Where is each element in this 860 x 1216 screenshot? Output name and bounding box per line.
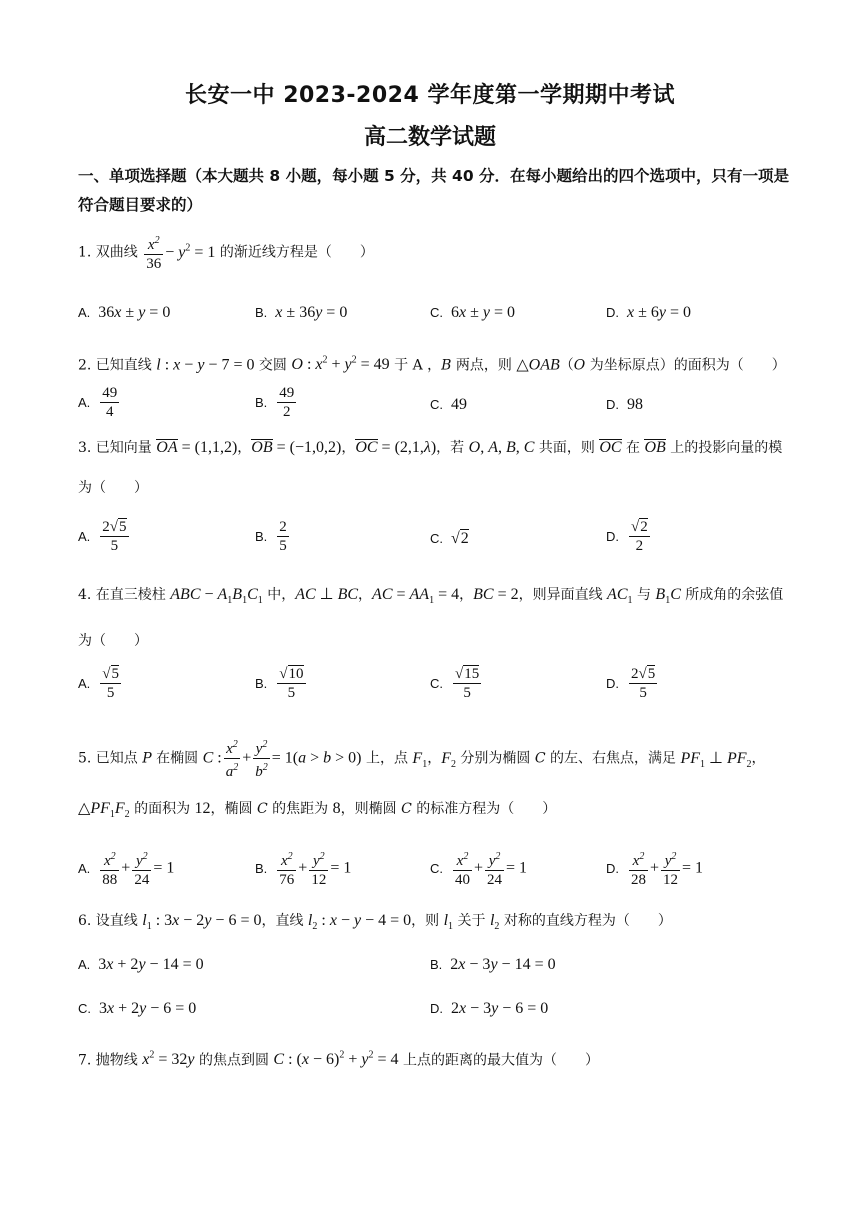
- question-4-option-c[interactable]: C. $\frac{√15}{5}$: [430, 666, 480, 701]
- question-1-option-c[interactable]: C. 6x ± y = 0: [430, 304, 516, 321]
- question-2-stem: 2. 已知直线 l : x − y − 7 = 0 交圆 O : $x^2 + y^2 = 49$ 于 A ，B 两点，则 △OAB（O 为坐标原点）的面积为（ ）: [78, 355, 786, 374]
- section-heading: 一、单项选择题（本大题共 8 小题，每小题 5 分，共 40 分．在每小题给出的四个选项中，只有一项是符合题目要求的）: [78, 167, 790, 214]
- exam-subtitle: 高二数学试题: [363, 125, 496, 150]
- question-5-option-a[interactable]: A. $\frac{x^2}{88}$ + $\frac{y^2}{24}$ = 1: [78, 848, 174, 889]
- question-3-option-d[interactable]: D. $\frac{√2}{2}$: [606, 519, 648, 554]
- question-1-option-d[interactable]: D. x ± 6y = 0: [606, 304, 692, 321]
- question-1-option-b[interactable]: B. x ± 36y = 0: [255, 304, 348, 321]
- question-1-stem: 1. 双曲线 $\frac{x^2}{36}$ − $y^2 = 1$ 的渐近线方程是（ ）: [78, 232, 788, 273]
- question-4-option-a[interactable]: A. $\frac{√5}{5}$: [78, 666, 120, 701]
- question-2-option-d[interactable]: D. 98: [606, 396, 643, 413]
- question-6-stem: 6. 设直线 $l_1$ : 3x − 2y − 6 = 0，直线 $l_2$ : x − y − 4 = 0，则 $l_1$ 关于 $l_2$ 对称的直线方程为（ ）: [78, 912, 672, 933]
- question-3-stem: 3. 已知向量 OA = (1,1,2)，OB = (−1,0,2)，OC = (2,1,λ)，若 O, A, B, C 共面，则 OC 在 OB 上的投影向量的模为（ ）: [78, 439, 783, 496]
- question-3-option-b[interactable]: B. $\frac{2}{5}$: [255, 519, 287, 554]
- question-1-option-a[interactable]: A. 36x ± y = 0: [78, 304, 171, 321]
- question-2-option-b[interactable]: B. $\frac{49}{2}$: [255, 385, 295, 420]
- question-5-option-d[interactable]: D. $\frac{x^2}{28}$ + $\frac{y^2}{12}$ = 1: [606, 848, 703, 889]
- question-2-option-a[interactable]: A. $\frac{49}{4}$: [78, 385, 118, 420]
- question-5-option-c[interactable]: C. $\frac{x^2}{40}$ + $\frac{y^2}{24}$ = 1: [430, 848, 527, 889]
- question-3-option-c[interactable]: C. √2: [430, 530, 469, 547]
- question-3-option-a[interactable]: A. $\frac{2√5}{5}$: [78, 519, 127, 554]
- question-4-option-d[interactable]: D. $\frac{2√5}{5}$: [606, 666, 656, 701]
- question-6-option-a[interactable]: A. 3x + 2y − 14 = 0: [78, 956, 204, 973]
- question-4-option-b[interactable]: B. $\frac{√10}{5}$: [255, 666, 304, 701]
- question-6-option-b[interactable]: B. 2x − 3y − 14 = 0: [430, 956, 556, 973]
- question-5-stem-line-1: 5. 已知点 P 在椭圆 C : $\frac{x^2}{a^2}$ + $\frac{y^2}{b^2}$ = 1(a > b > 0) 上，点 $F_1$，$F_2$ 分别为椭圆 C 的左、右焦点，满足 $PF_1$ ⊥ $PF_2$，: [78, 736, 788, 781]
- question-4-stem: 4. 在直三棱柱 ABC − $A_1B_1C_1$ 中，AC ⊥ BC，AC = $AA_1 = 4$，BC = 2，则异面直线 $AC_1$ 与 $B_1C$ 所成角的余弦值为（ ）: [78, 586, 784, 650]
- question-2-option-c[interactable]: C. 49: [430, 396, 467, 413]
- question-5-option-b[interactable]: B. $\frac{x^2}{76}$ + $\frac{y^2}{12}$ = 1: [255, 848, 351, 889]
- question-7-stem: 7. 抛物线 $x^2 = 32y$ 的焦点到圆 C : $(x - 6)^2 + y^2 = 4$ 上点的距离的最大值为（ ）: [78, 1050, 599, 1069]
- question-6-option-d[interactable]: D. 2x − 3y − 6 = 0: [430, 1000, 549, 1017]
- question-5-stem-line-2: $\triangle PF_1F_2$ 的面积为 12，椭圆 C 的焦距为 8，则椭圆 C 的标准方程为（ ）: [78, 800, 557, 821]
- exam-title: 长安一中 2023-2024 学年度第一学期期中考试: [185, 83, 675, 108]
- question-6-option-c[interactable]: C. 3x + 2y − 6 = 0: [78, 1000, 197, 1017]
